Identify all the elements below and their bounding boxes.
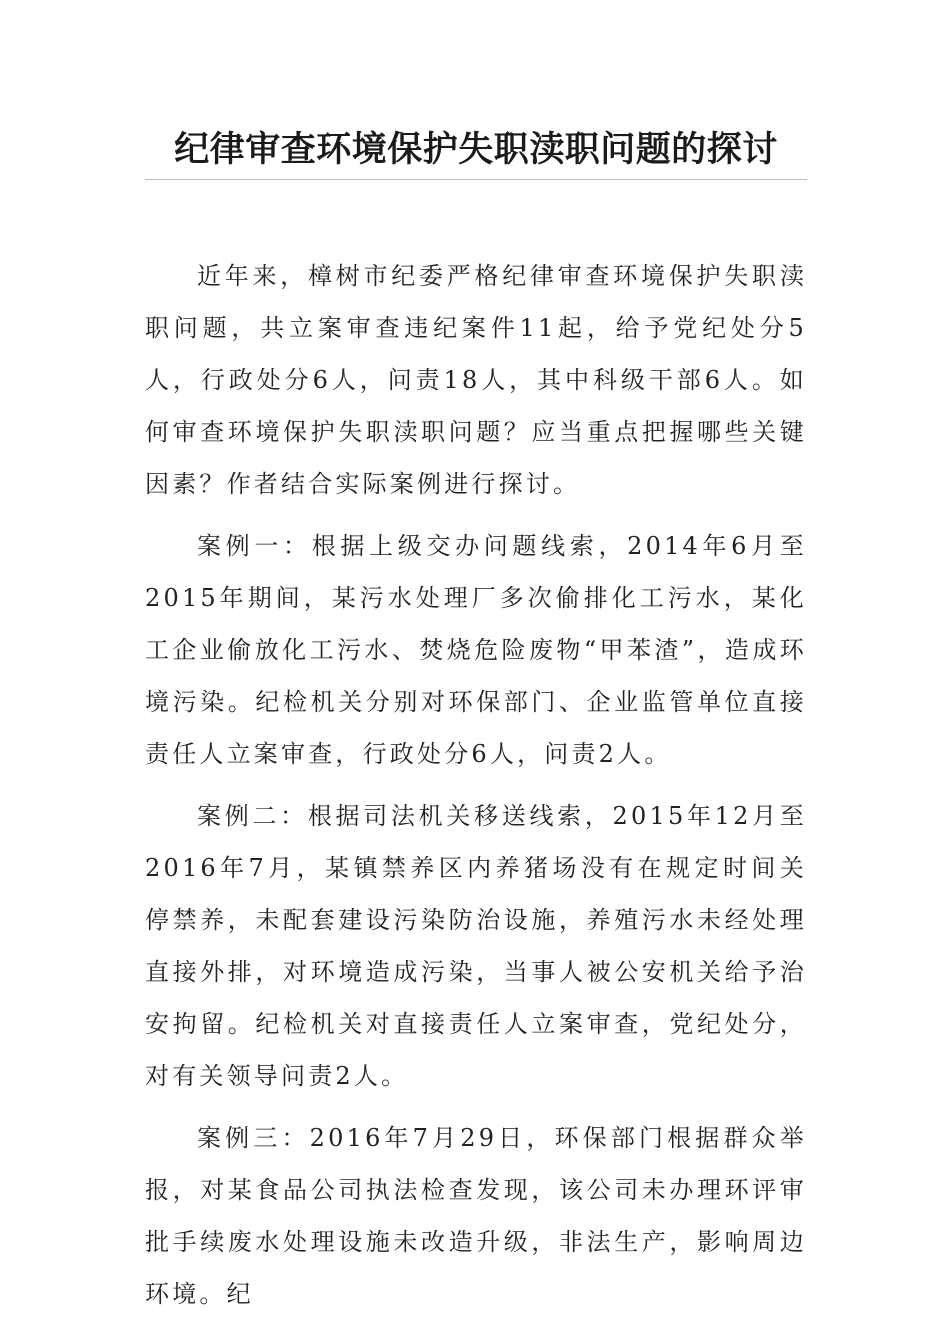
paragraph-case-2: 案例二：根据司法机关移送线索，2015年12月至2016年7月，某镇禁养区内养猪场没有在规定时间关停禁养，未配套建设污染防治设施，养殖污水未经处理直接外排，对环境造成污染，当事人被公安机关给予治安拘留。纪检机关对直接责任人立案审查，党纪处分，对有关领导问责2人。: [145, 802, 807, 1090]
document-title: 纪律审查环境保护失职渎职问题的探讨: [174, 130, 778, 170]
paragraph-intro: 近年来，樟树市纪委严格纪律审查环境保护失职渎职问题，共立案审查违纪案件11起，给予党纪处分5人，行政处分6人，问责18人，其中科级干部6人。如何审查环境保护失职渎职问题？应当重点把握哪些关键因素？作者结合实际案例进行探讨。: [145, 262, 807, 498]
paragraph-case-3: 案例三：2016年7月29日，环保部门根据群众举报，对某食品公司执法检查发现，该公司未办理环评审批手续废水处理设施未改造升级，非法生产，影响周边环境。纪: [145, 1124, 807, 1308]
paragraph-case-1: 案例一：根据上级交办问题线索，2014年6月至2015年期间，某污水处理厂多次偷排化工污水，某化工企业偷放化工污水、焚烧危险废物“甲苯渣”，造成环境污染。纪检机关分别对环保部门、企业监管单位直接责任人立案审查，行政处分6人，问责2人。: [145, 532, 807, 768]
title-divider: [145, 179, 807, 180]
document-body: [145, 250, 807, 1330]
